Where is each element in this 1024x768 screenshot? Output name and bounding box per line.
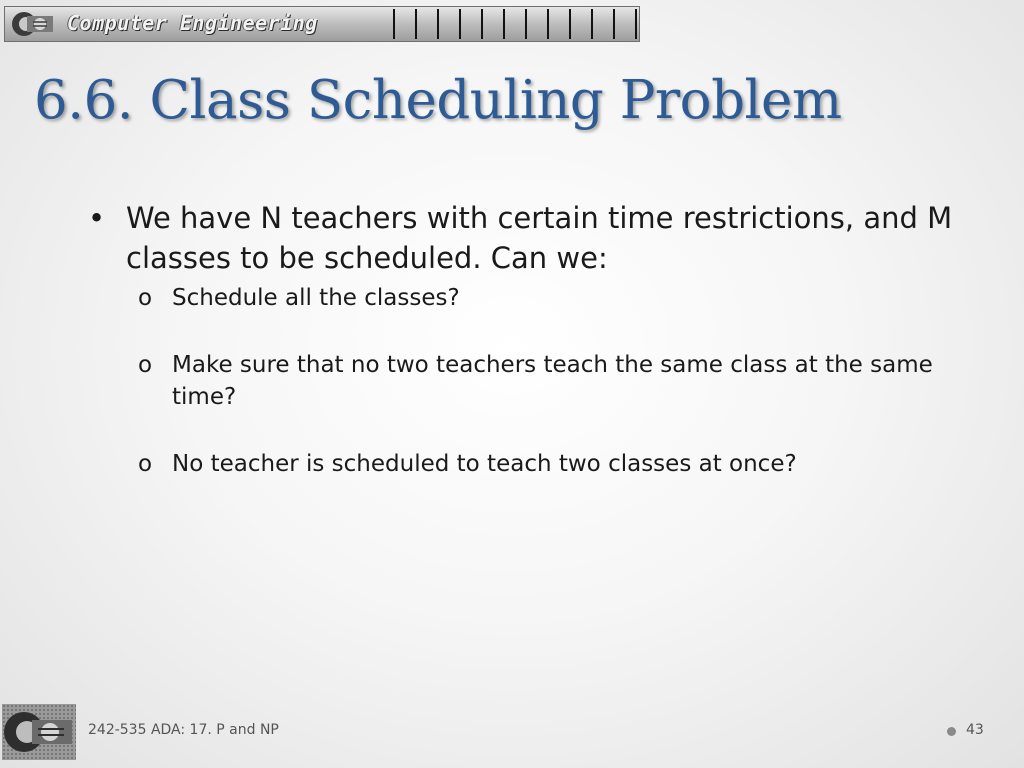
sub-bullet-icon: o [138, 451, 153, 477]
sub-bullet-text: Schedule all the classes? [172, 285, 460, 311]
bullet-icon: • [88, 201, 106, 235]
sub-bullet-item [88, 349, 968, 413]
footer-dot-icon [947, 727, 956, 736]
main-bullet-text: We have N teachers with certain time restrictions, and M classes to be scheduled. Can we: [126, 201, 953, 275]
footer-logo-icon [2, 704, 76, 760]
sub-bullet-text: No teacher is scheduled to teach two classes at once? [172, 451, 797, 477]
page-number: 43 [966, 722, 984, 738]
sub-bullet-item [88, 282, 968, 314]
main-bullet [88, 198, 968, 278]
sub-bullet-item [88, 448, 968, 480]
header-banner [4, 6, 640, 42]
slide-title: 6.6. Class Scheduling Problem [34, 70, 842, 131]
footer-course: 242-535 ADA: 17. P and NP [88, 722, 279, 738]
slide-content [88, 198, 968, 480]
banner-stripes [389, 9, 639, 39]
sub-bullet-list [88, 282, 968, 480]
computer-engineering-logo-icon [9, 10, 55, 38]
sub-bullet-text: Make sure that no two teachers teach the same class at the same time? [172, 352, 933, 410]
sub-bullet-icon: o [138, 352, 153, 378]
sub-bullet-icon: o [138, 285, 153, 311]
banner-title: Computer Engineering [67, 11, 318, 35]
